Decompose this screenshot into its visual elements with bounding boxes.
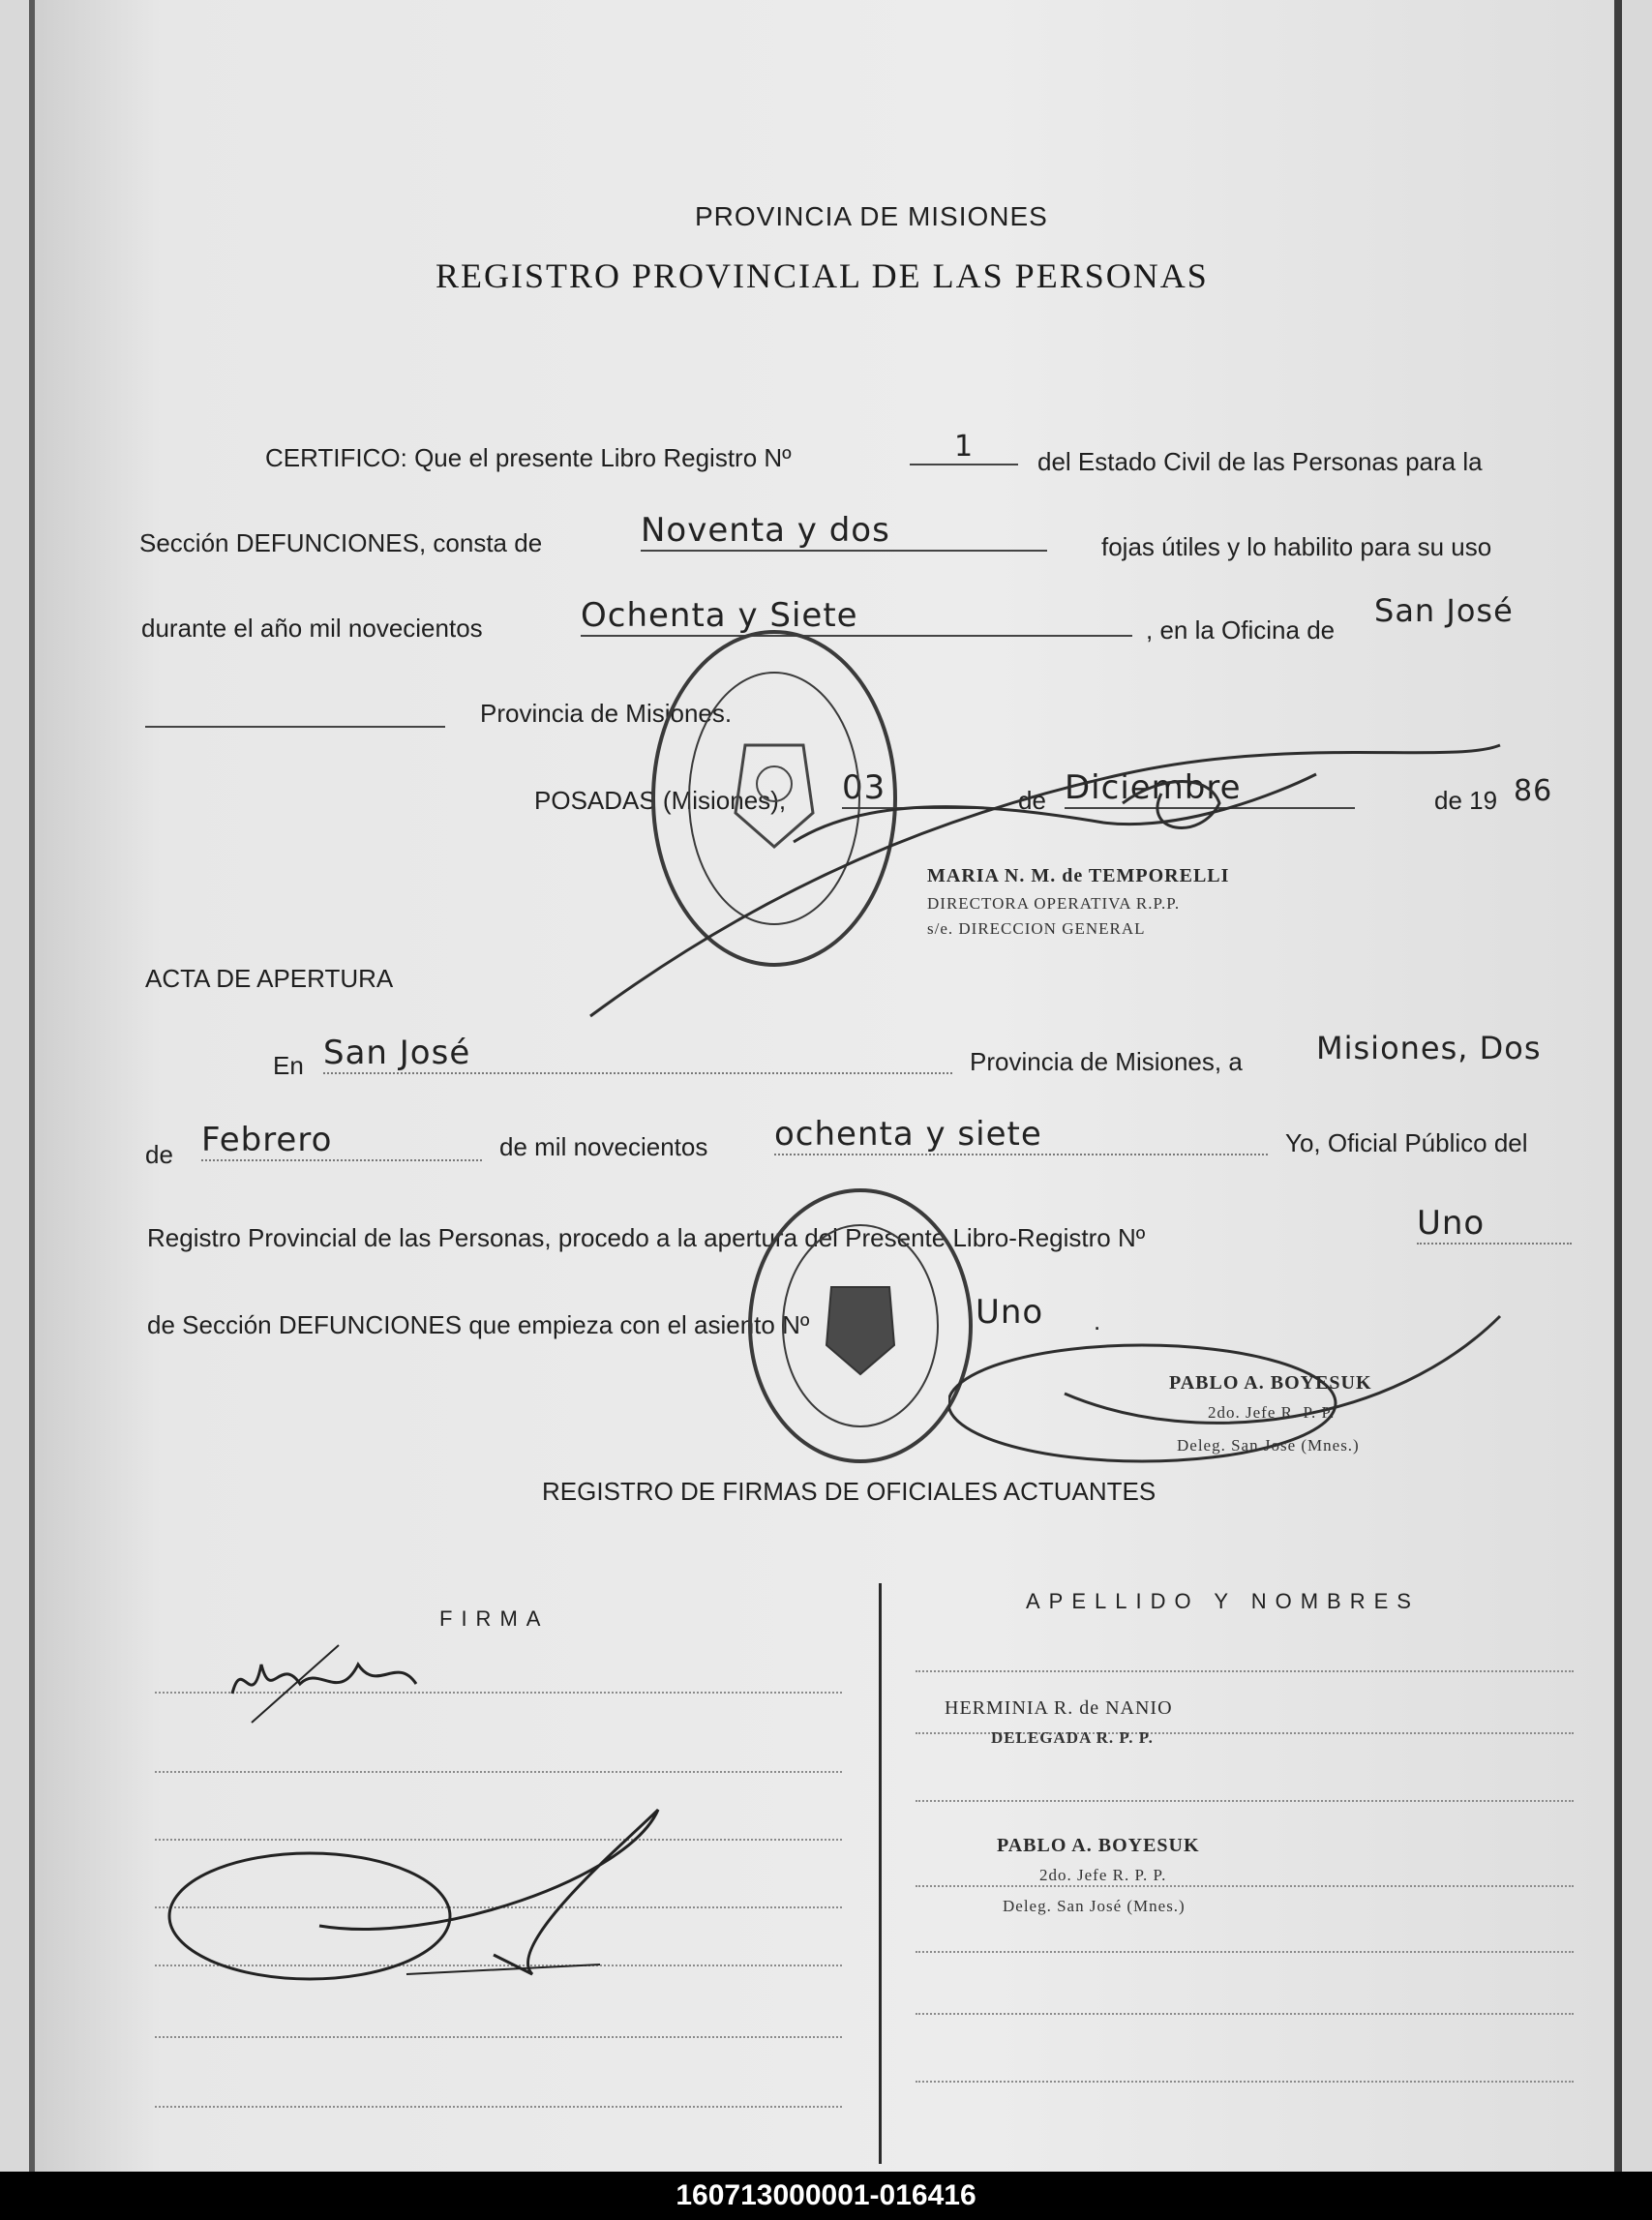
acta-year-hand: ochenta y siete: [774, 1115, 1268, 1155]
acta-de: de: [145, 1140, 173, 1169]
province-heading: PROVINCIA DE MISIONES: [695, 201, 1048, 231]
names-rule: [916, 1885, 1574, 1887]
date-de: de: [1018, 786, 1046, 815]
cert-blank-line: [145, 701, 445, 728]
registry-heading: REGISTRO PROVINCIAL DE LAS PERSONAS: [436, 256, 1209, 295]
date-day: 03: [842, 768, 997, 809]
firma-rule: [155, 2106, 842, 2108]
cert-office: San José: [1374, 592, 1514, 629]
acta-line3: Registro Provincial de las Personas, procedo a la apertura del Presente Libro-Registro Nº: [147, 1223, 1146, 1252]
date-year-prefix: de 19: [1434, 786, 1498, 815]
cert-line3-mid: , en la Oficina de: [1146, 615, 1336, 645]
firma-rule: [155, 2036, 842, 2038]
date-month: Diciembre: [1065, 768, 1355, 809]
entry2-role: 2do. Jefe R. P. P.: [1039, 1866, 1167, 1884]
official-seal-2: [739, 1181, 981, 1471]
page-right-edge: [1614, 0, 1622, 2172]
stamp1-dept: s/e. DIRECCION GENERAL: [927, 919, 1146, 938]
acta-period: .: [1094, 1306, 1101, 1335]
stamp1-name: MARIA N. M. de TEMPORELLI: [927, 865, 1230, 886]
cert-line4-suffix: Provincia de Misiones.: [480, 699, 733, 728]
names-rule: [916, 2013, 1574, 2015]
acta-book-hand: Uno: [1417, 1204, 1572, 1245]
firma-rule: [155, 1771, 842, 1773]
cert-line2-prefix: Sección DEFUNCIONES, consta de: [139, 528, 543, 557]
col-firma-header: FIRMA: [439, 1606, 550, 1631]
column-divider: [879, 1583, 882, 2164]
cert-year-words: Ochenta y Siete: [581, 596, 1132, 637]
names-rule: [916, 2081, 1574, 2083]
names-rule: [916, 1951, 1574, 1953]
acta-line4: de Sección DEFUNCIONES que empieza con el asiento Nº: [147, 1310, 810, 1339]
stamp2-role: 2do. Jefe R. P. P.: [1208, 1403, 1336, 1422]
cert-line3-prefix: durante el año mil novecientos: [141, 614, 483, 643]
acta-en: En: [273, 1051, 304, 1080]
stamp1-role: DIRECTORA OPERATIVA R.P.P.: [927, 894, 1181, 913]
cert-book-number: 1: [910, 430, 1018, 465]
cert-line2-suffix: fojas útiles y lo habilito para su uso: [1101, 532, 1492, 561]
page-left-edge: [29, 0, 35, 2172]
cert-pages-count: Noventa y dos: [641, 511, 1047, 552]
names-rule: [916, 1670, 1574, 1672]
date-year-suffix: 86: [1514, 774, 1553, 808]
acta-official-text: Yo, Oficial Público del: [1285, 1128, 1528, 1157]
acta-entry-hand: Uno: [976, 1293, 1044, 1332]
footer-code: 160713000001-016416: [0, 2172, 1652, 2220]
cert-line1-suffix: del Estado Civil de las Personas para la: [1037, 447, 1483, 476]
cert-line1-prefix: CERTIFICO: Que el presente Libro Registro Nº: [265, 443, 792, 472]
stamp2-name: PABLO A. BOYESUK: [1169, 1372, 1372, 1394]
acta-year-text: de mil novecientos: [499, 1132, 708, 1161]
names-rule: [916, 1800, 1574, 1802]
acta-place: San José: [323, 1034, 952, 1074]
delegate-signature: [948, 1306, 1529, 1490]
acta-month-hand: Febrero: [201, 1121, 482, 1161]
acta-title: ACTA DE APERTURA: [145, 964, 394, 993]
col-names-header: APELLIDO Y NOMBRES: [1026, 1589, 1420, 1613]
entry1-role: DELEGADA R. P. P.: [991, 1728, 1154, 1747]
firma-signature-1: [223, 1635, 436, 1742]
acta-province-text: Provincia de Misiones, a: [970, 1047, 1243, 1076]
signatures-title: REGISTRO DE FIRMAS DE OFICIALES ACTUANTES: [542, 1477, 1156, 1506]
entry2-name: PABLO A. BOYESUK: [997, 1835, 1200, 1856]
place-date-prefix: POSADAS (Misiones),: [534, 786, 787, 815]
stamp2-deleg: Deleg. San José (Mnes.): [1177, 1436, 1360, 1455]
entry2-deleg: Deleg. San José (Mnes.): [1003, 1897, 1186, 1915]
firma-signature-2: [165, 1800, 668, 1994]
entry1-name: HERMINIA R. de NANIO: [945, 1697, 1173, 1719]
acta-date-hand: Misiones, Dos: [1316, 1030, 1542, 1066]
